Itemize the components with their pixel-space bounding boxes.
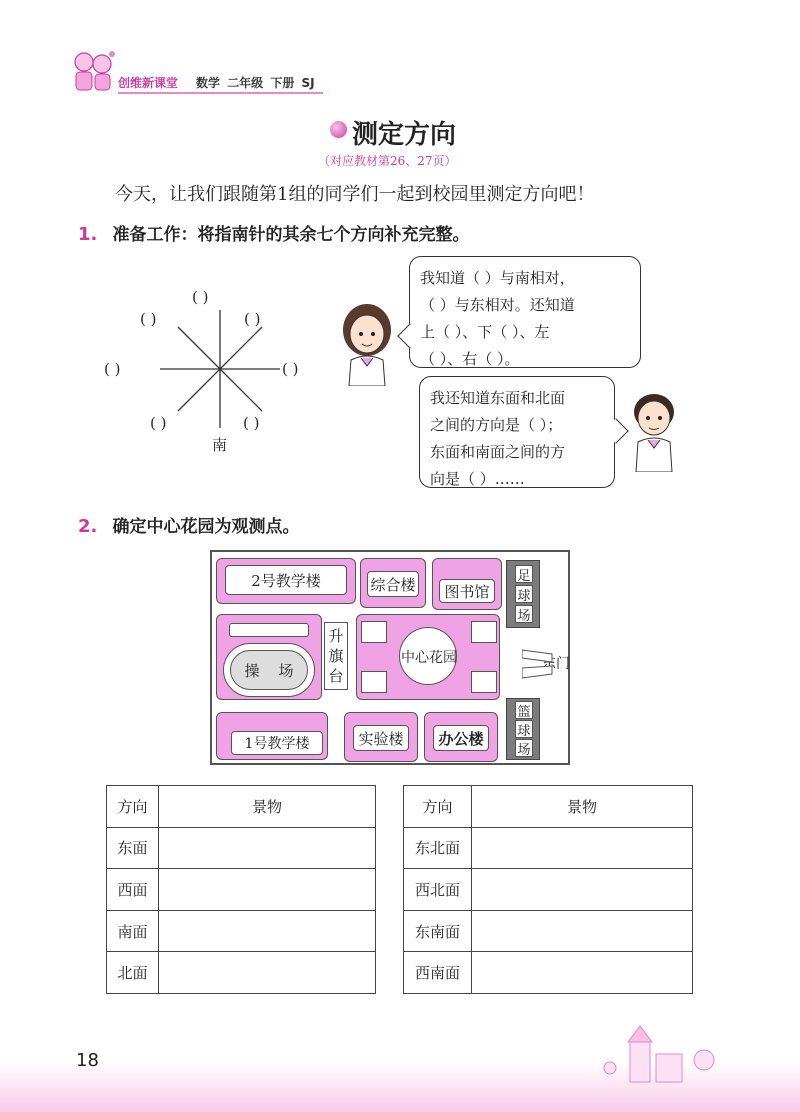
table-row <box>107 827 376 869</box>
table-row <box>404 786 693 828</box>
complex-building-block <box>360 558 426 608</box>
table-row <box>404 869 693 911</box>
table-header-direction: 方向 <box>404 786 472 828</box>
library-block <box>432 558 502 610</box>
footer-castle-decoration <box>600 1024 730 1084</box>
table-header-direction: 方向 <box>107 786 159 828</box>
playground-label-2: 场 <box>278 661 294 680</box>
central-garden-block <box>356 614 500 700</box>
basketball-court <box>506 698 540 760</box>
question-1-text: 准备工作：将指南针的其余七个方向补充完整。 <box>112 225 470 245</box>
football-field-label-2: 球 <box>515 585 533 603</box>
bubble-boy-line-1: 我还知道东面和北面 <box>430 389 566 407</box>
compass-blank-northwest[interactable]: ( ) <box>140 310 157 328</box>
building-2-label: 2号教学楼 <box>225 565 347 595</box>
bubble-girl-line-1: 我知道（ ）与南相对， <box>420 269 575 287</box>
table-header-scenery: 景物 <box>472 786 693 828</box>
compass-rose <box>100 280 340 460</box>
direction-table-left <box>106 785 376 994</box>
question-1-heading <box>78 220 469 245</box>
basketball-court-label-1: 篮 <box>515 701 533 719</box>
speech-bubble-boy <box>419 376 615 488</box>
office-building-label: 办公楼 <box>433 725 489 751</box>
answer-cell[interactable] <box>159 910 376 952</box>
question-2-number: 2. <box>78 516 98 537</box>
bubble-girl-line-4: （ ）、右（ ）。 <box>420 350 520 368</box>
playground-label-1: 操 <box>244 661 260 680</box>
bubble-girl-line-2: （ ）与东相对。还知道 <box>420 296 575 314</box>
basketball-court-label-3: 场 <box>515 739 533 757</box>
girl-character-illustration <box>335 300 399 386</box>
east-gate-marker <box>522 640 562 688</box>
flag-platform <box>324 622 348 690</box>
flag-platform-label-3: 台 <box>328 667 344 685</box>
question-2-text: 确定中心花园为观测点。 <box>112 517 300 537</box>
playground-track <box>223 643 315 697</box>
direction-cell: 东南面 <box>404 910 472 952</box>
question-1-number: 1. <box>78 224 98 245</box>
office-building-block <box>424 712 498 762</box>
flag-platform-label-2: 旗 <box>328 647 344 665</box>
bubble-girl-line-3: 上（ ）、下（ ）、左 <box>420 323 550 341</box>
answer-cell[interactable] <box>472 952 693 994</box>
direction-cell: 西南面 <box>404 952 472 994</box>
title-bullet-icon <box>330 121 347 138</box>
brand-name: 创维新课堂 <box>118 76 179 90</box>
lab-building-block <box>344 712 418 762</box>
answer-cell[interactable] <box>472 827 693 869</box>
table-row <box>404 910 693 952</box>
compass-blank-northeast[interactable]: ( ) <box>244 310 261 328</box>
building-2-block <box>216 558 356 604</box>
textbook-reference: （对应教材第26、27页） <box>318 154 457 168</box>
intro-text: 今天，让我们跟随第1组的同学们一起到校园里测定方向吧！ <box>115 184 595 205</box>
direction-cell: 西面 <box>107 869 159 911</box>
building-1-block <box>216 712 328 760</box>
compass-blank-west[interactable]: ( ) <box>104 360 121 378</box>
compass-blank-north[interactable]: ( ) <box>192 288 209 306</box>
bubble-boy-line-3: 东面和南面之间的方 <box>430 443 566 461</box>
direction-cell: 北面 <box>107 952 159 994</box>
speech-bubble-girl <box>409 256 641 368</box>
page-title: 测定方向 <box>352 120 457 150</box>
football-field-label-3: 场 <box>515 605 533 623</box>
compass-blank-southwest[interactable]: ( ) <box>150 414 167 432</box>
boy-character-illustration <box>624 386 684 472</box>
building-1-label: 1号教学楼 <box>231 731 323 755</box>
header-mascot-illustration <box>68 46 120 98</box>
compass-blank-east[interactable]: ( ) <box>282 360 299 378</box>
football-field-label-1: 足 <box>515 565 533 583</box>
answer-cell[interactable] <box>472 869 693 911</box>
compass-blank-southeast[interactable]: ( ) <box>243 414 260 432</box>
table-header-scenery: 景物 <box>159 786 376 828</box>
header-rule <box>118 92 323 94</box>
library-label: 图书馆 <box>439 579 495 603</box>
answer-cell[interactable] <box>159 869 376 911</box>
answer-cell[interactable] <box>159 952 376 994</box>
direction-cell: 西北面 <box>404 869 472 911</box>
central-garden-label: 中心花园 <box>401 650 457 666</box>
page-number: 18 <box>76 1050 99 1071</box>
playground-stand <box>229 623 309 637</box>
compass-label-south: 南 <box>212 436 228 454</box>
campus-map <box>210 550 570 765</box>
flag-platform-label-1: 升 <box>328 627 344 645</box>
table-row <box>107 786 376 828</box>
bubble-boy-line-2: 之间的方向是（ ）； <box>430 416 563 434</box>
table-row <box>404 952 693 994</box>
lab-building-label: 实验楼 <box>353 725 409 751</box>
table-row <box>404 827 693 869</box>
table-row <box>107 910 376 952</box>
answer-cell[interactable] <box>159 827 376 869</box>
direction-cell: 东面 <box>107 827 159 869</box>
football-field <box>506 560 540 628</box>
bubble-boy-line-4: 向是（ ）…… <box>430 470 525 488</box>
complex-building-label: 综合楼 <box>367 571 419 597</box>
direction-cell: 南面 <box>107 910 159 952</box>
direction-table-right <box>403 785 693 994</box>
book-info: 数学 二年级 下册 SJ <box>196 76 315 90</box>
east-gate-label: 东门 <box>542 656 570 672</box>
table-row <box>107 952 376 994</box>
question-2-heading <box>78 512 299 537</box>
table-row <box>107 869 376 911</box>
basketball-court-label-2: 球 <box>515 720 533 738</box>
playground-block <box>216 614 322 700</box>
direction-cell: 东北面 <box>404 827 472 869</box>
answer-cell[interactable] <box>472 910 693 952</box>
